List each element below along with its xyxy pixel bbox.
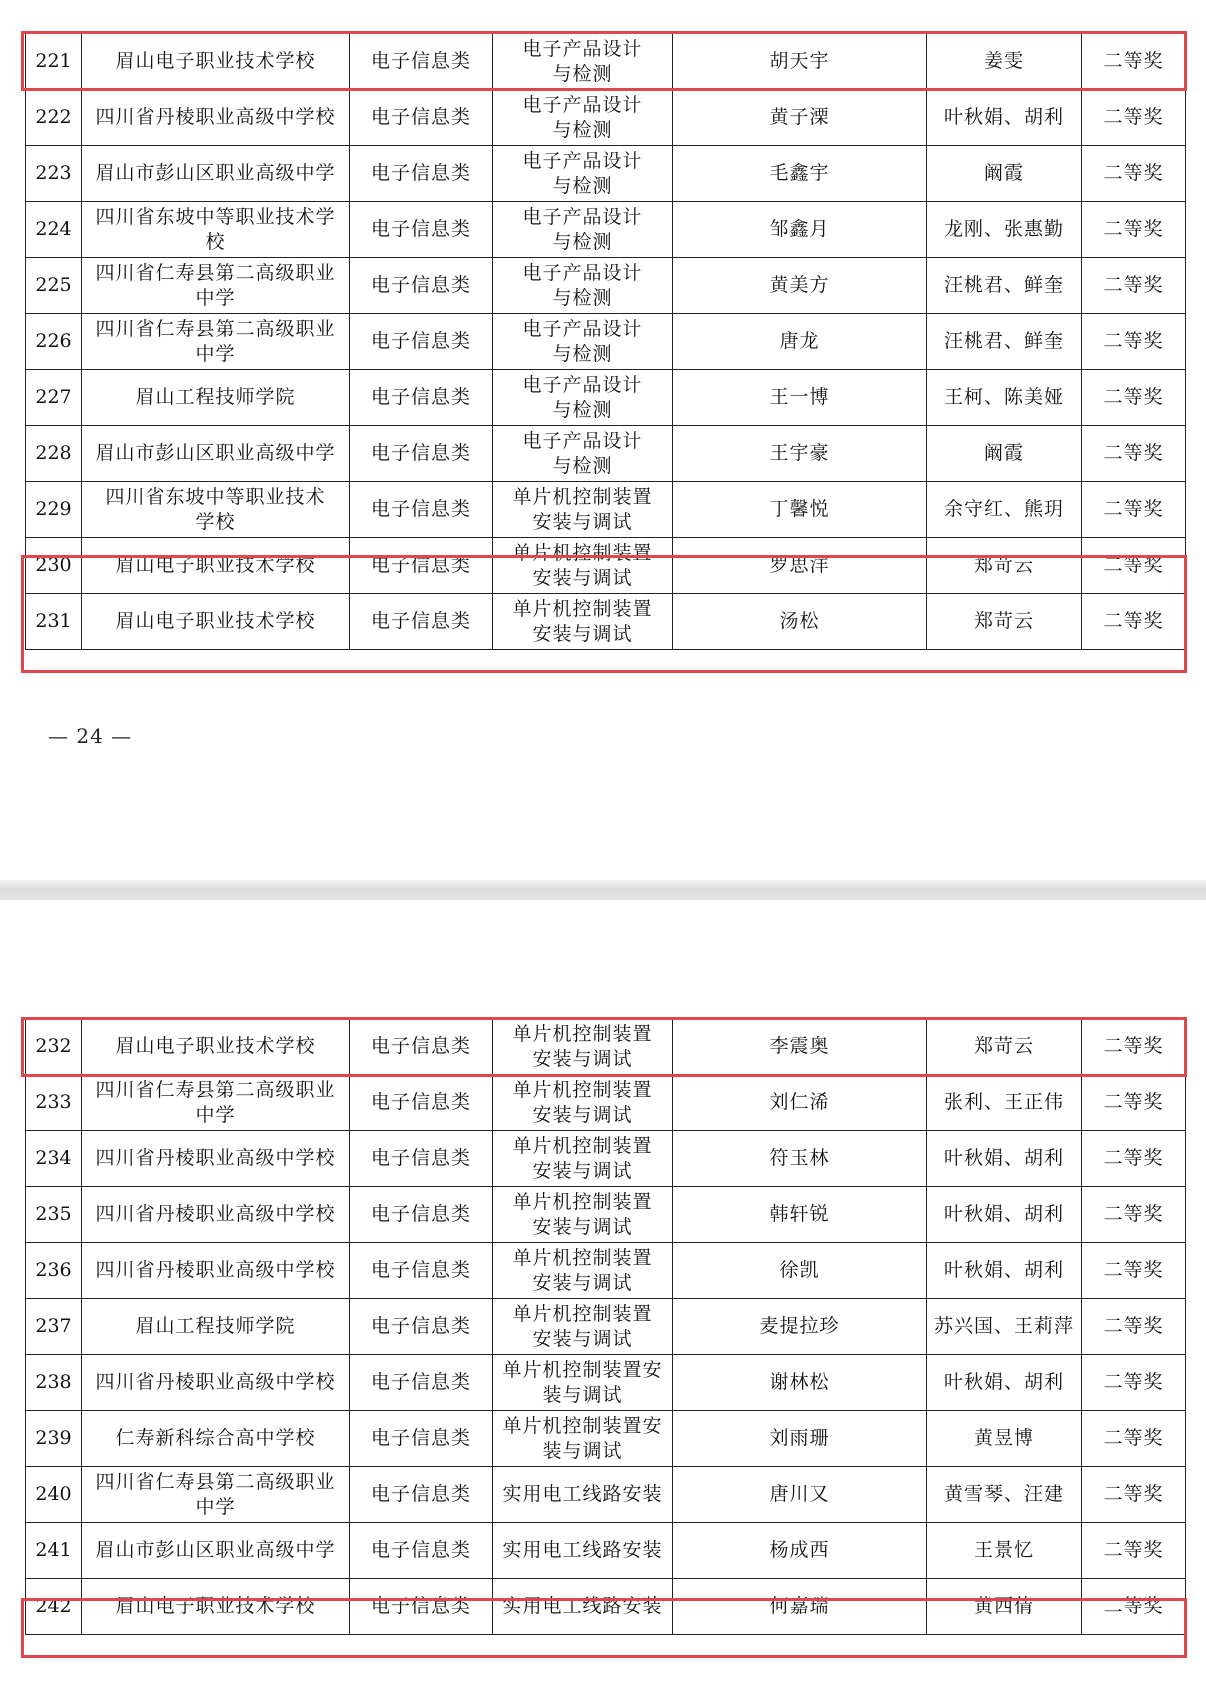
row-number: 225 xyxy=(26,258,82,314)
table-row xyxy=(26,482,1186,538)
award-cell: 二等奖 xyxy=(1082,1523,1186,1579)
award-cell: 二等奖 xyxy=(1082,1019,1186,1075)
student-cell: 徐凯 xyxy=(673,1243,927,1299)
event-cell: 电子产品设计 与检测 xyxy=(493,426,673,482)
school-cell: 四川省东坡中等职业技术学 校 xyxy=(82,202,350,258)
category-cell: 电子信息类 xyxy=(350,1187,493,1243)
table-row xyxy=(26,90,1186,146)
row-number: 228 xyxy=(26,426,82,482)
award-cell: 二等奖 xyxy=(1082,34,1186,90)
award-cell: 二等奖 xyxy=(1082,1299,1186,1355)
student-cell: 王宇豪 xyxy=(673,426,927,482)
event-cell: 单片机控制装置 安装与调试 xyxy=(493,1299,673,1355)
event-cell: 单片机控制装置 安装与调试 xyxy=(493,1075,673,1131)
table-row xyxy=(26,1411,1186,1467)
page-number: — 24 — xyxy=(48,724,133,748)
row-number: 239 xyxy=(26,1411,82,1467)
school-cell: 四川省仁寿县第二高级职业 中学 xyxy=(82,258,350,314)
table-row xyxy=(26,538,1186,594)
school-cell: 四川省丹棱职业高级中学校 xyxy=(82,1243,350,1299)
category-cell: 电子信息类 xyxy=(350,90,493,146)
award-cell: 二等奖 xyxy=(1082,1411,1186,1467)
award-cell: 二等奖 xyxy=(1082,1187,1186,1243)
student-cell: 谢林松 xyxy=(673,1355,927,1411)
table-row xyxy=(26,594,1186,650)
event-cell: 电子产品设计 与检测 xyxy=(493,202,673,258)
award-table-top xyxy=(25,33,1186,650)
award-cell: 二等奖 xyxy=(1082,1075,1186,1131)
teacher-cell: 郑苛云 xyxy=(927,1019,1082,1075)
event-cell: 单片机控制装置 安装与调试 xyxy=(493,538,673,594)
student-cell: 毛鑫宇 xyxy=(673,146,927,202)
school-cell: 四川省丹棱职业高级中学校 xyxy=(82,1131,350,1187)
table-row xyxy=(26,1131,1186,1187)
school-cell: 眉山市彭山区职业高级中学 xyxy=(82,146,350,202)
school-cell: 四川省丹棱职业高级中学校 xyxy=(82,90,350,146)
table-row xyxy=(26,426,1186,482)
award-cell: 二等奖 xyxy=(1082,538,1186,594)
award-cell: 二等奖 xyxy=(1082,146,1186,202)
school-cell: 仁寿新科综合高中学校 xyxy=(82,1411,350,1467)
category-cell: 电子信息类 xyxy=(350,1019,493,1075)
school-cell: 眉山市彭山区职业高级中学 xyxy=(82,1523,350,1579)
row-number: 231 xyxy=(26,594,82,650)
event-cell: 单片机控制装置 安装与调试 xyxy=(493,1019,673,1075)
category-cell: 电子信息类 xyxy=(350,370,493,426)
event-cell: 电子产品设计 与检测 xyxy=(493,370,673,426)
table-row xyxy=(26,1467,1186,1523)
event-cell: 电子产品设计 与检测 xyxy=(493,314,673,370)
student-cell: 黄子溧 xyxy=(673,90,927,146)
award-cell: 二等奖 xyxy=(1082,1467,1186,1523)
category-cell: 电子信息类 xyxy=(350,1243,493,1299)
student-cell: 刘仁浠 xyxy=(673,1075,927,1131)
table-row xyxy=(26,370,1186,426)
teacher-cell: 郑苛云 xyxy=(927,538,1082,594)
teacher-cell: 汪桃君、鲜奎 xyxy=(927,258,1082,314)
page-separator xyxy=(0,880,1206,900)
student-cell: 符玉林 xyxy=(673,1131,927,1187)
school-cell: 眉山工程技师学院 xyxy=(82,370,350,426)
award-cell: 二等奖 xyxy=(1082,594,1186,650)
award-cell: 二等奖 xyxy=(1082,370,1186,426)
row-number: 234 xyxy=(26,1131,82,1187)
event-cell: 电子产品设计 与检测 xyxy=(493,258,673,314)
school-cell: 眉山电子职业技术学校 xyxy=(82,594,350,650)
event-cell: 单片机控制装置安 装与调试 xyxy=(493,1411,673,1467)
category-cell: 电子信息类 xyxy=(350,538,493,594)
teacher-cell: 黄昱博 xyxy=(927,1411,1082,1467)
student-cell: 唐川又 xyxy=(673,1467,927,1523)
award-cell: 二等奖 xyxy=(1082,426,1186,482)
category-cell: 电子信息类 xyxy=(350,1355,493,1411)
student-cell: 汤松 xyxy=(673,594,927,650)
table-row xyxy=(26,34,1186,90)
event-cell: 实用电工线路安装 xyxy=(493,1579,673,1635)
award-table-body xyxy=(26,34,1186,650)
teacher-cell: 叶秋娟、胡利 xyxy=(927,90,1082,146)
school-cell: 四川省丹棱职业高级中学校 xyxy=(82,1187,350,1243)
teacher-cell: 张利、王正伟 xyxy=(927,1075,1082,1131)
row-number: 235 xyxy=(26,1187,82,1243)
student-cell: 邹鑫月 xyxy=(673,202,927,258)
category-cell: 电子信息类 xyxy=(350,1299,493,1355)
category-cell: 电子信息类 xyxy=(350,202,493,258)
event-cell: 单片机控制装置 安装与调试 xyxy=(493,594,673,650)
category-cell: 电子信息类 xyxy=(350,1467,493,1523)
row-number: 221 xyxy=(26,34,82,90)
award-cell: 二等奖 xyxy=(1082,1579,1186,1635)
row-number: 238 xyxy=(26,1355,82,1411)
student-cell: 唐龙 xyxy=(673,314,927,370)
table-row xyxy=(26,1019,1186,1075)
award-table-bottom xyxy=(25,1018,1186,1635)
category-cell: 电子信息类 xyxy=(350,1075,493,1131)
row-number: 233 xyxy=(26,1075,82,1131)
event-cell: 电子产品设计 与检测 xyxy=(493,34,673,90)
teacher-cell: 郑苛云 xyxy=(927,594,1082,650)
category-cell: 电子信息类 xyxy=(350,314,493,370)
row-number: 230 xyxy=(26,538,82,594)
school-cell: 眉山电子职业技术学校 xyxy=(82,538,350,594)
event-cell: 电子产品设计 与检测 xyxy=(493,90,673,146)
teacher-cell: 王柯、陈美娅 xyxy=(927,370,1082,426)
event-cell: 单片机控制装置 安装与调试 xyxy=(493,482,673,538)
table-row xyxy=(26,146,1186,202)
table-row xyxy=(26,1187,1186,1243)
student-cell: 丁馨悦 xyxy=(673,482,927,538)
award-cell: 二等奖 xyxy=(1082,1243,1186,1299)
document-page-bottom xyxy=(0,900,1206,1688)
school-cell: 眉山电子职业技术学校 xyxy=(82,1579,350,1635)
student-cell: 罗思洋 xyxy=(673,538,927,594)
category-cell: 电子信息类 xyxy=(350,34,493,90)
category-cell: 电子信息类 xyxy=(350,1579,493,1635)
student-cell: 韩轩锐 xyxy=(673,1187,927,1243)
row-number: 236 xyxy=(26,1243,82,1299)
teacher-cell: 叶秋娟、胡利 xyxy=(927,1243,1082,1299)
table-row xyxy=(26,258,1186,314)
student-cell: 何嘉瑞 xyxy=(673,1579,927,1635)
student-cell: 王一博 xyxy=(673,370,927,426)
teacher-cell: 苏兴国、王莉萍 xyxy=(927,1299,1082,1355)
event-cell: 单片机控制装置 安装与调试 xyxy=(493,1187,673,1243)
table-row xyxy=(26,314,1186,370)
school-cell: 四川省丹棱职业高级中学校 xyxy=(82,1355,350,1411)
school-cell: 四川省仁寿县第二高级职业 中学 xyxy=(82,1075,350,1131)
table-row xyxy=(26,1299,1186,1355)
student-cell: 胡天宇 xyxy=(673,34,927,90)
award-cell: 二等奖 xyxy=(1082,1131,1186,1187)
school-cell: 四川省东坡中等职业技术 学校 xyxy=(82,482,350,538)
teacher-cell: 叶秋娟、胡利 xyxy=(927,1355,1082,1411)
table-row xyxy=(26,1075,1186,1131)
row-number: 227 xyxy=(26,370,82,426)
student-cell: 黄美方 xyxy=(673,258,927,314)
award-cell: 二等奖 xyxy=(1082,1355,1186,1411)
row-number: 229 xyxy=(26,482,82,538)
student-cell: 李震奥 xyxy=(673,1019,927,1075)
teacher-cell: 姜雯 xyxy=(927,34,1082,90)
table-row xyxy=(26,1243,1186,1299)
table-row xyxy=(26,1579,1186,1635)
category-cell: 电子信息类 xyxy=(350,1411,493,1467)
row-number: 240 xyxy=(26,1467,82,1523)
row-number: 242 xyxy=(26,1579,82,1635)
teacher-cell: 黄雪琴、汪建 xyxy=(927,1467,1082,1523)
teacher-cell: 阚霞 xyxy=(927,426,1082,482)
category-cell: 电子信息类 xyxy=(350,594,493,650)
school-cell: 眉山市彭山区职业高级中学 xyxy=(82,426,350,482)
event-cell: 单片机控制装置 安装与调试 xyxy=(493,1243,673,1299)
award-cell: 二等奖 xyxy=(1082,258,1186,314)
event-cell: 单片机控制装置安 装与调试 xyxy=(493,1355,673,1411)
teacher-cell: 阚霞 xyxy=(927,146,1082,202)
table-row xyxy=(26,1523,1186,1579)
row-number: 241 xyxy=(26,1523,82,1579)
category-cell: 电子信息类 xyxy=(350,258,493,314)
event-cell: 单片机控制装置 安装与调试 xyxy=(493,1131,673,1187)
row-number: 232 xyxy=(26,1019,82,1075)
award-cell: 二等奖 xyxy=(1082,314,1186,370)
school-cell: 眉山电子职业技术学校 xyxy=(82,1019,350,1075)
school-cell: 四川省仁寿县第二高级职业 中学 xyxy=(82,1467,350,1523)
event-cell: 实用电工线路安装 xyxy=(493,1523,673,1579)
award-table-body xyxy=(26,1019,1186,1635)
category-cell: 电子信息类 xyxy=(350,426,493,482)
teacher-cell: 龙刚、张惠勤 xyxy=(927,202,1082,258)
school-cell: 眉山电子职业技术学校 xyxy=(82,34,350,90)
row-number: 224 xyxy=(26,202,82,258)
teacher-cell: 黄西倩 xyxy=(927,1579,1082,1635)
award-cell: 二等奖 xyxy=(1082,482,1186,538)
school-cell: 眉山工程技师学院 xyxy=(82,1299,350,1355)
teacher-cell: 王景忆 xyxy=(927,1523,1082,1579)
student-cell: 刘雨珊 xyxy=(673,1411,927,1467)
teacher-cell: 叶秋娟、胡利 xyxy=(927,1131,1082,1187)
row-number: 222 xyxy=(26,90,82,146)
category-cell: 电子信息类 xyxy=(350,1523,493,1579)
event-cell: 实用电工线路安装 xyxy=(493,1467,673,1523)
school-cell: 四川省仁寿县第二高级职业 中学 xyxy=(82,314,350,370)
teacher-cell: 余守红、熊玥 xyxy=(927,482,1082,538)
teacher-cell: 汪桃君、鲜奎 xyxy=(927,314,1082,370)
award-cell: 二等奖 xyxy=(1082,90,1186,146)
table-row xyxy=(26,1355,1186,1411)
student-cell: 麦提拉珍 xyxy=(673,1299,927,1355)
category-cell: 电子信息类 xyxy=(350,1131,493,1187)
row-number: 237 xyxy=(26,1299,82,1355)
table-row xyxy=(26,202,1186,258)
teacher-cell: 叶秋娟、胡利 xyxy=(927,1187,1082,1243)
row-number: 223 xyxy=(26,146,82,202)
row-number: 226 xyxy=(26,314,82,370)
category-cell: 电子信息类 xyxy=(350,146,493,202)
student-cell: 杨成西 xyxy=(673,1523,927,1579)
award-cell: 二等奖 xyxy=(1082,202,1186,258)
event-cell: 电子产品设计 与检测 xyxy=(493,146,673,202)
category-cell: 电子信息类 xyxy=(350,482,493,538)
